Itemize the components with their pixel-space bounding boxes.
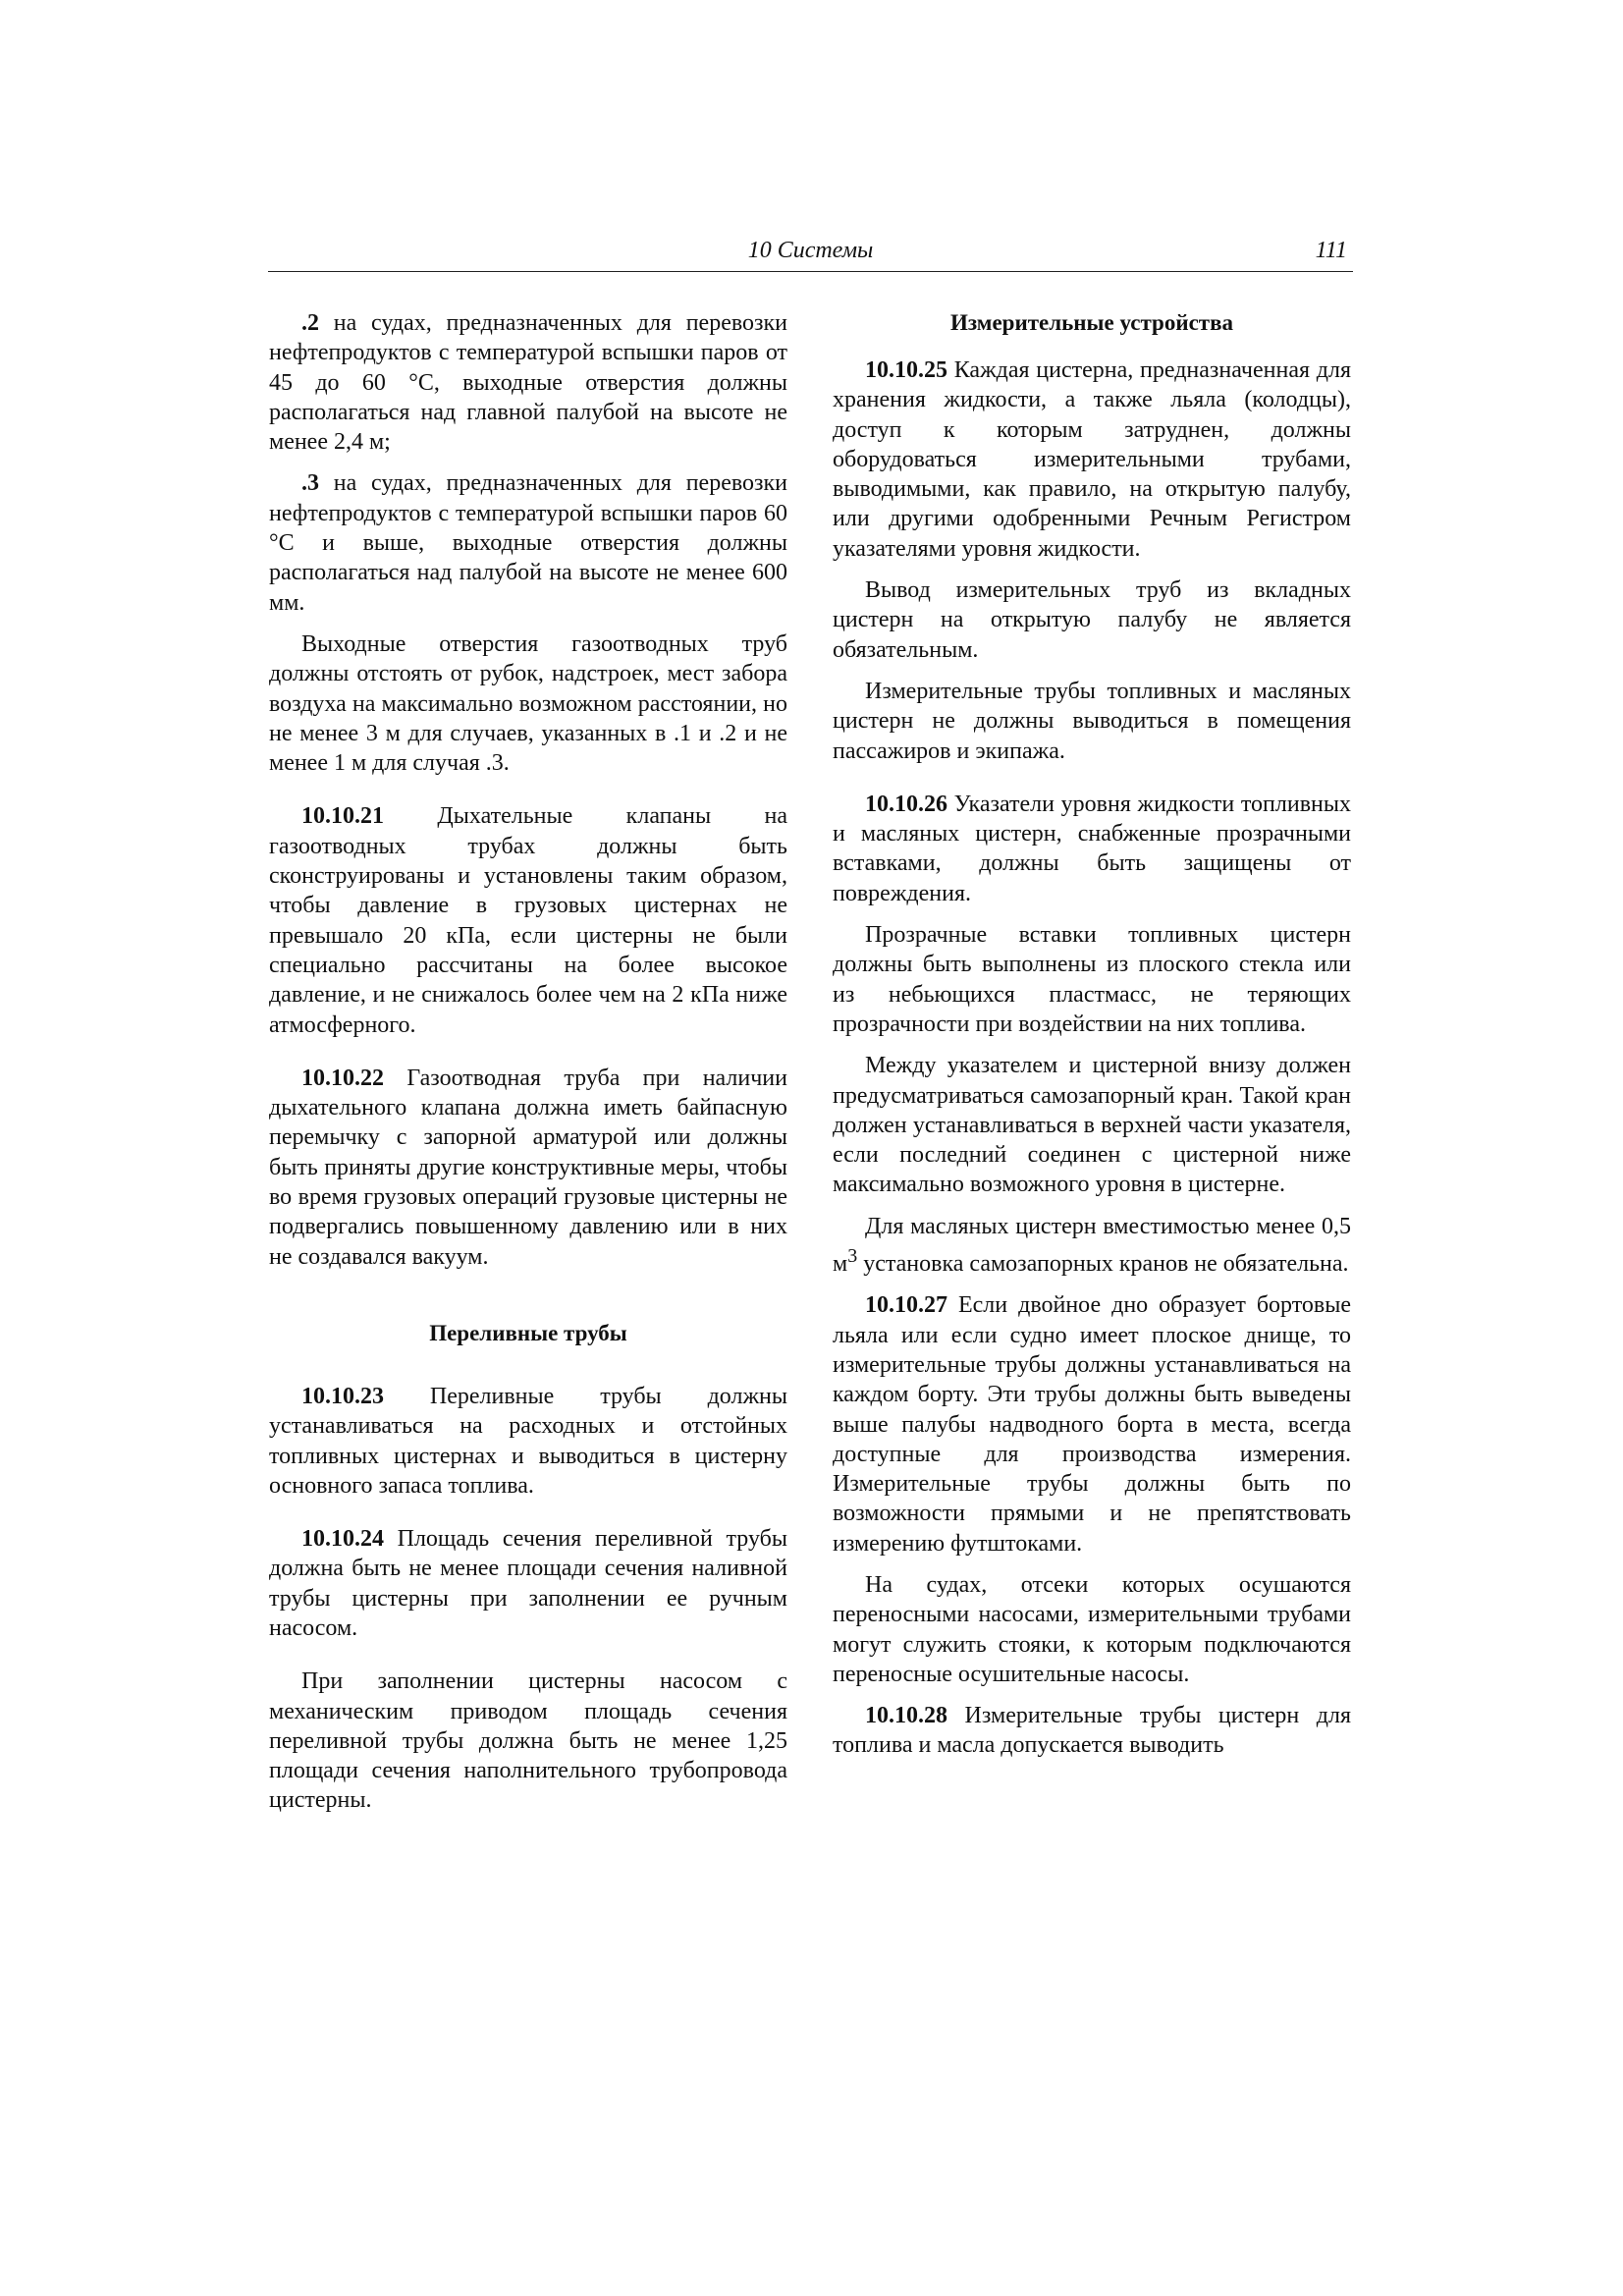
paragraph-text: Площадь сечения переливной трубы должна быть не менее площади сечения наливной трубы цистерны при заполнении ее ручным насосом. [269, 1526, 787, 1641]
paragraph [269, 468, 787, 617]
paragraph [269, 1382, 787, 1501]
clause-number: 10.10.27 [865, 1292, 947, 1319]
paragraph [269, 1064, 787, 1272]
paragraph [269, 308, 787, 457]
paragraph [833, 1290, 1351, 1558]
paragraph [833, 355, 1351, 564]
item-number: .3 [301, 470, 319, 497]
paragraph-text: Вывод измерительных труб из вкладных цистерн на открытую палубу не является обязательным. [833, 577, 1351, 663]
paragraph-text: Измерительные трубы топливных и масляных цистерн не должны выводиться в помещения пассажиров и экипажа. [833, 678, 1351, 764]
paragraph-text: на судах, предназначенных для перевозки нефтепродуктов с температурой вспышки паров от 45 до 60 °С, выходные отверстия должны располагаться над главной палубой на высоте не менее 2,4 м; [269, 310, 787, 456]
section-heading: Измерительные устройства [949, 310, 1234, 335]
clause-number: 10.10.28 [865, 1703, 947, 1729]
paragraph-text: Газоотводная труба при наличии дыхательного клапана должна иметь байпасную перемычку с запорной арматурой или должны быть приняты другие конструктивные меры, чтобы во время грузовых операций грузовые цистерны не подвергались повышенному давлению или в них не создавался вакуум. [269, 1065, 787, 1270]
clause-number: 10.10.25 [865, 357, 947, 383]
paragraph [833, 677, 1351, 766]
paragraph-text: Если двойное дно образует бортовые льяла или если судно имеет плоское днище, то измерительные трубы должны устанавливаться на каждом борту. Эти трубы должны быть выведены выше палубы надводного борта в места, всегда доступные для производства измерения. Измерительные трубы должны быть по возможности прямыми и не препятствовать измерению футштоками. [833, 1292, 1351, 1557]
paragraph-text: Переливные трубы должны устанавливаться на расходных и отстойных топливных цистернах и выводиться в цистерну основного запаса топлива. [269, 1383, 787, 1499]
paragraph-text: Между указателем и цистерной внизу должен предусматриваться самозапорный кран. Такой кран должен устанавливаться в верхней части указателя, если последний соединен с цистерной ниже максимально возможного уровня в цистерне. [833, 1053, 1351, 1198]
paragraph-text: Для масляных цистерн вместимостью менее 0,5 м [833, 1213, 1351, 1278]
clause-number: 10.10.23 [301, 1383, 384, 1409]
paragraph-text: При заполнении цистерны насосом с механическим приводом площадь сечения переливной трубы должна быть не менее 1,25 площади сечения наполнительного трубопровода цистерны. [269, 1668, 787, 1814]
paragraph-text: Выходные отверстия газоотводных труб должны отстоять от рубок, надстроек, мест забора воздуха на максимально возможном расстоянии, но не менее 3 м для случаев, указанных в .1 и .2 и не менее 1 м для случая .3. [269, 630, 787, 777]
paragraph-text: Указатели уровня жидкости топливных и масляных цистерн, снабженные прозрачными вставками, должны быть защищены от повреждения. [833, 791, 1351, 906]
paragraph-text: На судах, отсеки которых осушаются переносными насосами, измерительными трубами могут служить стояки, к которым подключаются переносные осушительные насосы. [833, 1571, 1351, 1687]
item-number: .2 [301, 310, 319, 336]
paragraph [833, 1701, 1351, 1761]
paragraph-text: Каждая цистерна, предназначенная для хранения жидкости, а также льяла (колодцы), доступ к которым затруднен, должны оборудоваться измерительными трубами, выводимыми, как правило, на открытую палубу, или другими одобренными Речным Регистром указателями уровня жидкости. [833, 357, 1351, 562]
paragraph [833, 920, 1351, 1039]
paragraph [269, 1667, 787, 1815]
paragraph-text: Дыхательные клапаны на газоотводных трубах должны быть сконструированы и установлены таким образом, чтобы давление в грузовых цистернах не превышало 20 кПа, если цистерны не были специально рассчитаны на более высокое давление, и не снижалось более чем на 2 кПа ниже атмосферного. [269, 803, 787, 1038]
paragraph [269, 629, 787, 778]
superscript: 3 [847, 1245, 858, 1268]
running-header [268, 236, 1353, 272]
clause-number: 10.10.21 [301, 803, 384, 830]
paragraph [833, 1212, 1351, 1280]
paragraph-text: Измерительные трубы цистерн для топлива и масла допускается выводить [833, 1703, 1351, 1759]
paragraph-text: установка самозапорных кранов не обязательна. [857, 1251, 1349, 1278]
left-column [269, 308, 787, 1828]
paragraph-text: на судах, предназначенных для перевозки нефтепродуктов с температурой вспышки паров 60 °С и выше, выходные отверстия должны располагаться над палубой на высоте не менее 600 мм. [269, 470, 787, 616]
clause-number: 10.10.26 [865, 791, 947, 817]
paragraph-text: Прозрачные вставки топливных цистерн должны быть выполнены из плоского стекла или из небьющихся пластмасс, не теряющих прозрачности при воздействии на них топлива. [833, 922, 1351, 1037]
paragraph [833, 1051, 1351, 1199]
paragraph [269, 801, 787, 1039]
right-column [833, 308, 1351, 1773]
clause-number: 10.10.24 [301, 1526, 384, 1553]
paragraph [269, 1524, 787, 1643]
paragraph [833, 1570, 1351, 1689]
page-number: 111 [1315, 238, 1347, 263]
section-heading: Переливные трубы [429, 1320, 627, 1345]
paragraph [833, 575, 1351, 665]
paragraph [833, 790, 1351, 908]
clause-number: 10.10.22 [301, 1065, 384, 1091]
chapter-title: 10 Системы [747, 238, 874, 263]
